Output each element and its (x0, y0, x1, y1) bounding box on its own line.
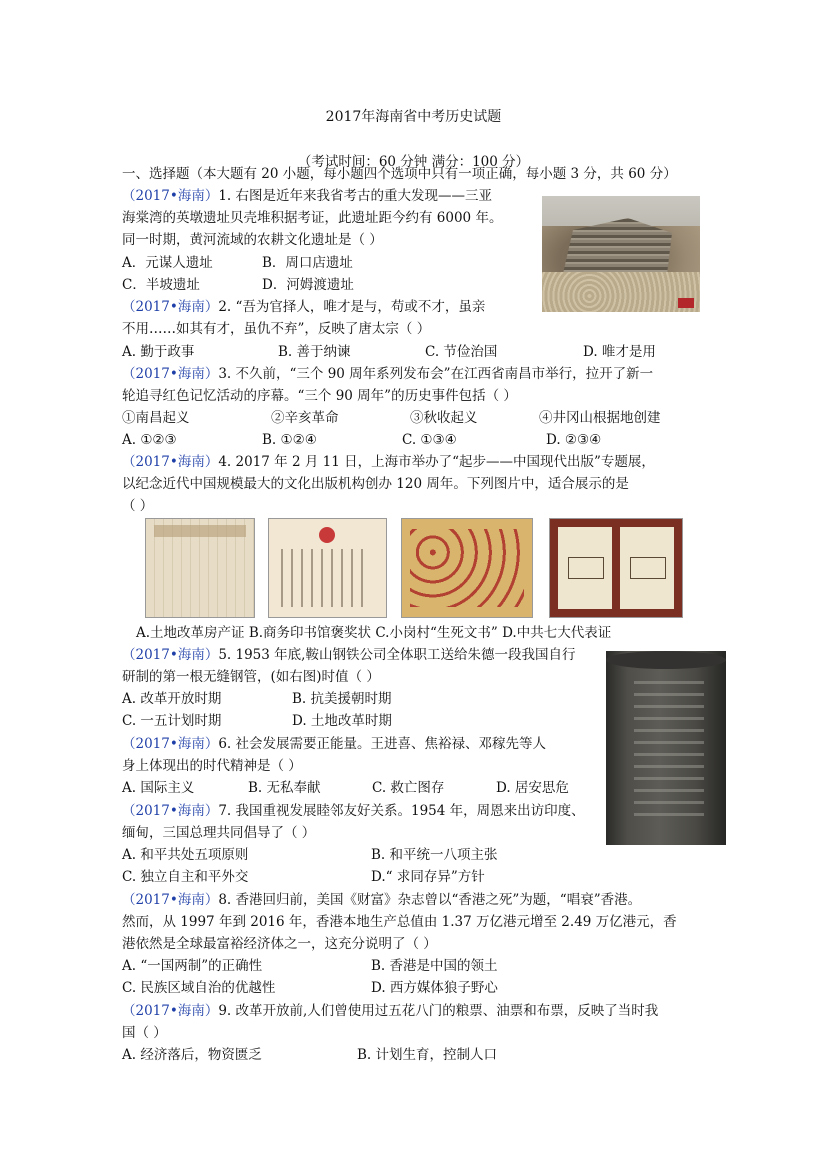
question-1-line-1: （2017•海南）1. 右图是近年来我省考古的重大发现——三亚 (122, 188, 492, 204)
page-title: 2017年海南省中考历史试题 (325, 109, 502, 125)
section-heading: 一、选择题（本大题有 20 小题，每小题四个选项中只有一项正确，每小题 3 分，共 60 分） (122, 166, 677, 182)
question-9-line-1: （2017•海南）9. 改革开放前,人们曾使用过五花八门的粮票、油票和布票，反映了当时我 (122, 1003, 659, 1019)
question-6-option-b: B. 无私奉献 (248, 780, 321, 796)
exam-info: （考试时间：60 分钟 满分：100 分） (297, 154, 530, 170)
question-7-line-1: （2017•海南）7. 我国重视发展睦邻友好关系。1954 年，周恩来出访印度、 (122, 803, 585, 819)
question-1-option-a: A．元谋人遗址 (122, 255, 213, 271)
question-6-line-2: 身上体现出的时代精神是（ ） (122, 758, 302, 774)
question-3-line-1: （2017•海南）3. 不久前，“三个 90 周年系列发布会”在江西省南昌市举行，拉开了新一 (122, 366, 654, 382)
question-7-option-b: B. 和平统一八项主张 (371, 847, 498, 863)
question-5-line-1: （2017•海南）5. 1953 年底,鞍山钢铁公司全体职工送给朱德一段我国自行 (122, 647, 576, 663)
question-4-line-2: 以纪念近代中国规模最大的文化出版机构创办 120 周年。下列图片中，适合展示的是 (122, 476, 629, 492)
question-3-option-d: D. ②③④ (546, 432, 602, 448)
question-1-line-2: 海棠湾的英墩遗址贝壳堆积据考证，此遗址距今约有 6000 年。 (122, 210, 503, 226)
question-3-line-2: 轮追寻红色记忆活动的序幕。“三个 90 周年”的历史事件包括（ ） (122, 388, 517, 404)
commercial-press-award-image (268, 518, 387, 618)
question-4-line-3: （ ） (122, 498, 154, 514)
question-3-option-a: A. ①②③ (122, 432, 177, 448)
question-3-item-3: ③秋收起义 (410, 410, 478, 426)
question-8-option-b: B. 香港是中国的领土 (371, 958, 498, 974)
question-5-option-b: B. 抗美援朝时期 (292, 691, 392, 707)
question-9-option-b: B. 计划生育，控制人口 (357, 1047, 498, 1063)
question-source-tag: （2017•海南） (122, 188, 219, 204)
question-8-option-a: A. “一国两制”的正确性 (122, 958, 263, 974)
question-1-line-3: 同一时期，黄河流域的农耕文化遗址是（ ） (122, 232, 383, 248)
question-8-line-2: 然而，从 1997 年到 2016 年，香港本地生产总值由 1.37 万亿港元增至 2.49 万亿港元，香 (122, 914, 677, 930)
question-8-line-3: 港依然是全球最富裕经济体之一，这充分说明了（ ） (122, 936, 437, 952)
archaeology-site-photo (542, 196, 700, 312)
question-2-line-2: 不用……如其有才，虽仇不弃”，反映了唐太宗（ ） (122, 321, 431, 337)
question-8-option-c: C. 民族区域自治的优越性 (122, 980, 276, 996)
question-1-option-b: B．周口店遗址 (262, 255, 353, 271)
question-2-option-b: B. 善于纳谏 (278, 344, 351, 360)
question-5-option-d: D. 土地改革时期 (292, 713, 392, 729)
question-1-option-c: C．半坡遗址 (122, 277, 200, 293)
question-7-line-2: 缅甸，三国总理共同倡导了（ ） (122, 825, 316, 841)
question-9-option-a: A. 经济落后，物资匮乏 (122, 1047, 262, 1063)
question-7-option-c: C. 独立自主和平外交 (122, 869, 249, 885)
land-reform-certificate-image (145, 518, 255, 618)
question-4-line-1: （2017•海南）4. 2017 年 2 月 11 日，上海市举办了“起步——中国现代出版”专题展， (122, 454, 655, 470)
question-6-line-1: （2017•海南）6. 社会发展需要正能量。王进喜、焦裕禄、邓稼先等人 (122, 736, 546, 752)
question-6-option-d: D. 居安思危 (496, 780, 569, 796)
question-8-line-1: （2017•海南）8. 香港回归前，美国《财富》杂志曾以“香港之死”为题，“唱衰”香港。 (122, 892, 642, 908)
question-4-image-captions: A.土地改革房产证 B.商务印书馆褒奖状 C.小岗村“生死文书” D.中共七大代表证 (136, 625, 612, 641)
question-5-option-c: C. 一五计划时期 (122, 713, 222, 729)
question-2-option-a: A. 勤于政事 (122, 344, 195, 360)
question-2-line-1: （2017•海南）2. “吾为官择人，唯才是与，苟或不才，虽亲 (122, 299, 486, 315)
question-3-item-4: ④井冈山根据地创建 (539, 410, 661, 426)
question-3-option-b: B. ①②④ (262, 432, 317, 448)
question-3-item-2: ②辛亥革命 (271, 410, 339, 426)
question-5-option-a: A. 改革开放时期 (122, 691, 222, 707)
question-3-option-c: C. ①③④ (402, 432, 457, 448)
question-1-option-d: D．河姆渡遗址 (262, 277, 354, 293)
question-2-option-d: D. 唯才是用 (583, 344, 656, 360)
xiaogang-village-document-image (401, 518, 533, 618)
question-6-option-c: C. 救亡图存 (372, 780, 445, 796)
question-3-item-1: ①南昌起义 (122, 410, 190, 426)
question-6-option-a: A. 国际主义 (122, 780, 195, 796)
question-7-option-d: D.“ 求同存异”方针 (371, 869, 485, 885)
question-7-option-a: A. 和平共处五项原则 (122, 847, 249, 863)
question-5-line-2: 研制的第一根无缝钢管，(如右图)时值（ ） (122, 669, 380, 685)
question-9-line-2: 国（ ） (122, 1025, 167, 1041)
question-2-option-c: C. 节俭治国 (425, 344, 498, 360)
question-8-option-d: D. 西方媒体狼子野心 (371, 980, 498, 996)
party-congress-delegate-card-image (549, 518, 683, 618)
seamless-steel-pipe-photo (606, 651, 726, 845)
